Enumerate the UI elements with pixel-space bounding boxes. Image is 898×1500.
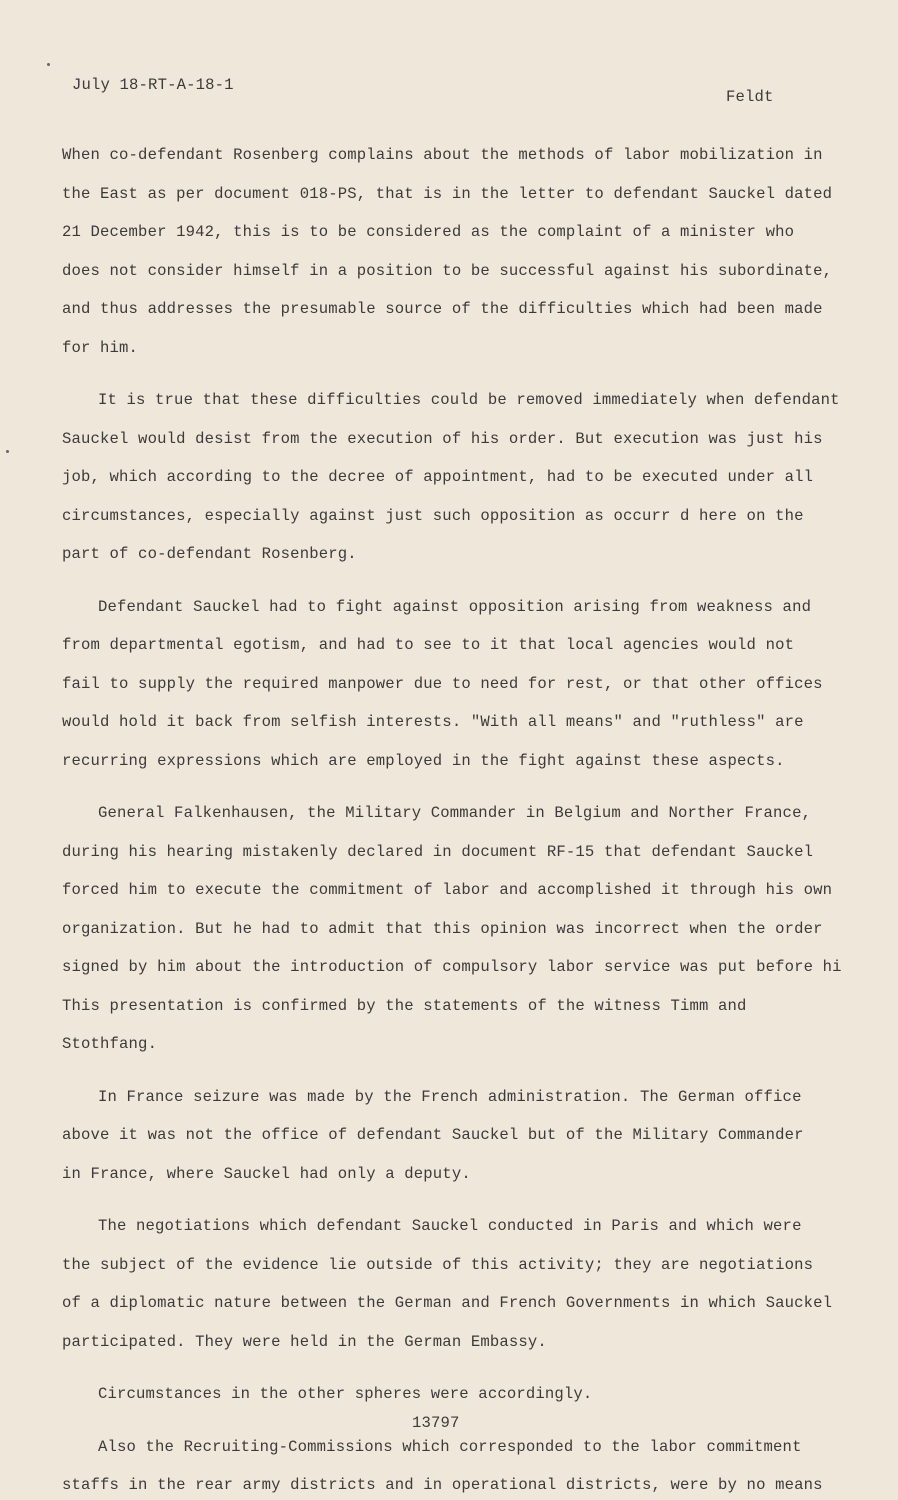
text-line: This presentation is confirmed by the statements of the witness Timm and: [62, 996, 747, 1015]
text-line: for him.: [62, 338, 139, 357]
text-line: in France, where Sauckel had only a deputy.: [62, 1164, 471, 1183]
text-line: Circumstances in the other spheres were accordingly.: [98, 1385, 593, 1403]
text-line: Sauckel would desist from the execution of his order. But execution was just his: [62, 429, 823, 448]
text-line: General Falkenhausen, the Military Commander in Belgium and Norther France,: [98, 804, 812, 822]
ink-speck: [47, 63, 50, 66]
text-line: part of co-defendant Rosenberg.: [62, 545, 357, 563]
text-line: The negotiations which defendant Sauckel conducted in Paris and which were: [98, 1217, 802, 1235]
text-line: the East as per document 018-PS, that is in the letter to defendant Sauckel dated: [62, 184, 833, 203]
author-name: Feldt: [726, 88, 774, 106]
ink-speck: [6, 450, 9, 453]
paragraph: [62, 136, 862, 367]
text-line: 21 December 1942, this is to be considered as the complaint of a minister who: [62, 223, 795, 241]
text-line: job, which according to the decree of appointment, had to be executed under all: [62, 468, 814, 486]
text-line: signed by him about the introduction of compulsory labor service was put before hi: [62, 958, 842, 976]
paragraph: [62, 1207, 862, 1361]
text-line: would hold it back from selfish interests. "With all means" and "ruthless" are: [62, 713, 804, 731]
text-line: and thus addresses the presumable source of the difficulties which had been made: [62, 300, 823, 318]
text-line: during his hearing mistakenly declared in document RF-15 that defendant Sauckel: [62, 842, 814, 861]
text-line: In France seizure was made by the French administration. The German office: [98, 1087, 802, 1106]
text-line: It is true that these difficulties could be removed immediately when defendant: [98, 391, 840, 409]
page-number: 13797: [412, 1414, 460, 1432]
paragraph: [62, 1078, 862, 1194]
paragraph: [62, 1428, 862, 1500]
paragraph: [62, 1375, 862, 1414]
text-line: does not consider himself in a position to be successful against his subordinate,: [62, 261, 833, 280]
text-line: the subject of the evidence lie outside of this activity; they are negotiations: [62, 1255, 814, 1274]
paragraph: [62, 381, 862, 574]
text-line: from departmental egotism, and had to see to it that local agencies would not: [62, 636, 795, 654]
text-line: recurring expressions which are employed in the fight against these aspects.: [62, 751, 785, 770]
document-body: [62, 136, 862, 1500]
text-line: Stothfang.: [62, 1035, 158, 1053]
text-line: circumstances, especially against just such opposition as occurr d here on the: [62, 506, 804, 525]
text-line: participated. They were held in the German Embassy.: [62, 1332, 547, 1351]
text-line: When co-defendant Rosenberg complains about the methods of labor mobilization in: [62, 146, 823, 164]
text-line: Defendant Sauckel had to fight against opposition arising from weakness and: [98, 597, 812, 616]
text-line: fail to supply the required manpower due to need for rest, or that other offices: [62, 674, 823, 693]
text-line: staffs in the rear army districts and in operational districts, were by no means: [62, 1476, 823, 1494]
paragraph: [62, 794, 862, 1064]
document-reference: July 18-RT-A-18-1: [72, 76, 234, 94]
paragraph: [62, 588, 862, 781]
text-line: forced him to execute the commitment of labor and accomplished it through his own: [62, 881, 833, 899]
text-line: organization. But he had to admit that this opinion was incorrect when the order: [62, 919, 823, 938]
text-line: above it was not the office of defendant Sauckel but of the Military Commander: [62, 1126, 804, 1144]
text-line: Also the Recruiting-Commissions which corresponded to the labor commitment: [98, 1437, 802, 1456]
text-line: of a diplomatic nature between the German and French Governments in which Sauckel: [62, 1294, 833, 1312]
